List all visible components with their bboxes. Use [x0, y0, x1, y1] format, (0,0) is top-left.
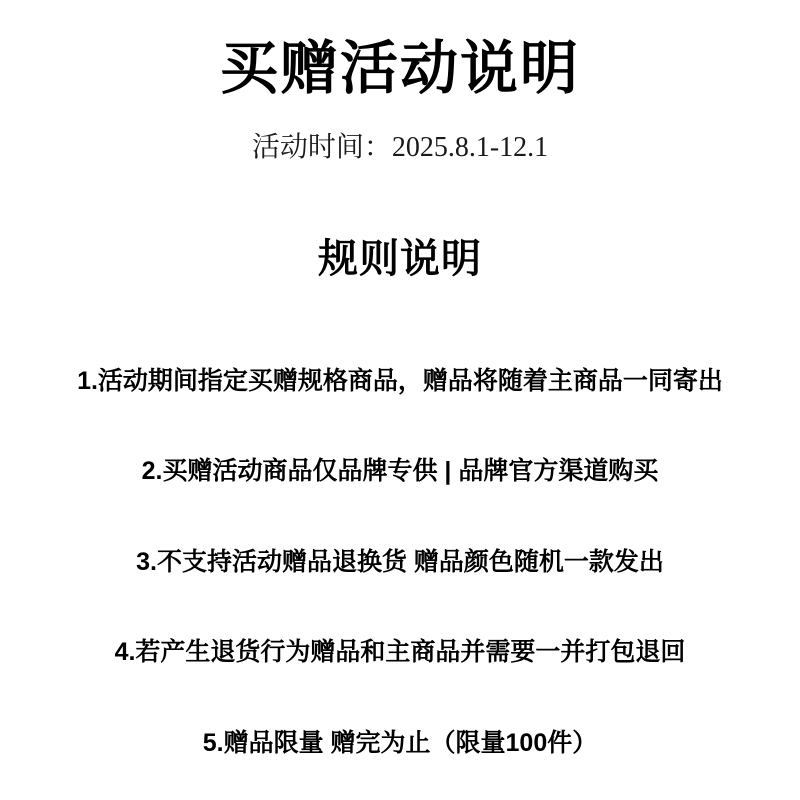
rules-list — [0, 365, 800, 760]
list-item: 2.买赠活动商品仅品牌专供 | 品牌官方渠道购买 — [141, 457, 659, 486]
list-item: 5.赠品限量 赠完为止（限量100件） — [202, 728, 598, 757]
list-item: 3.不支持活动赠品退换货 赠品颜色随机一款发出 — [136, 547, 664, 576]
list-item: 1.活动期间指定买赠规格商品，赠品将随着主商品一同寄出 — [77, 366, 723, 395]
rules-section-title: 规则说明 — [318, 236, 482, 281]
list-item: 4.若产生退货行为赠品和主商品并需要一并打包退回 — [114, 638, 686, 667]
activity-period: 活动时间：2025.8.1-12.1 — [251, 131, 549, 163]
page-title: 买赠活动说明 — [219, 36, 580, 101]
